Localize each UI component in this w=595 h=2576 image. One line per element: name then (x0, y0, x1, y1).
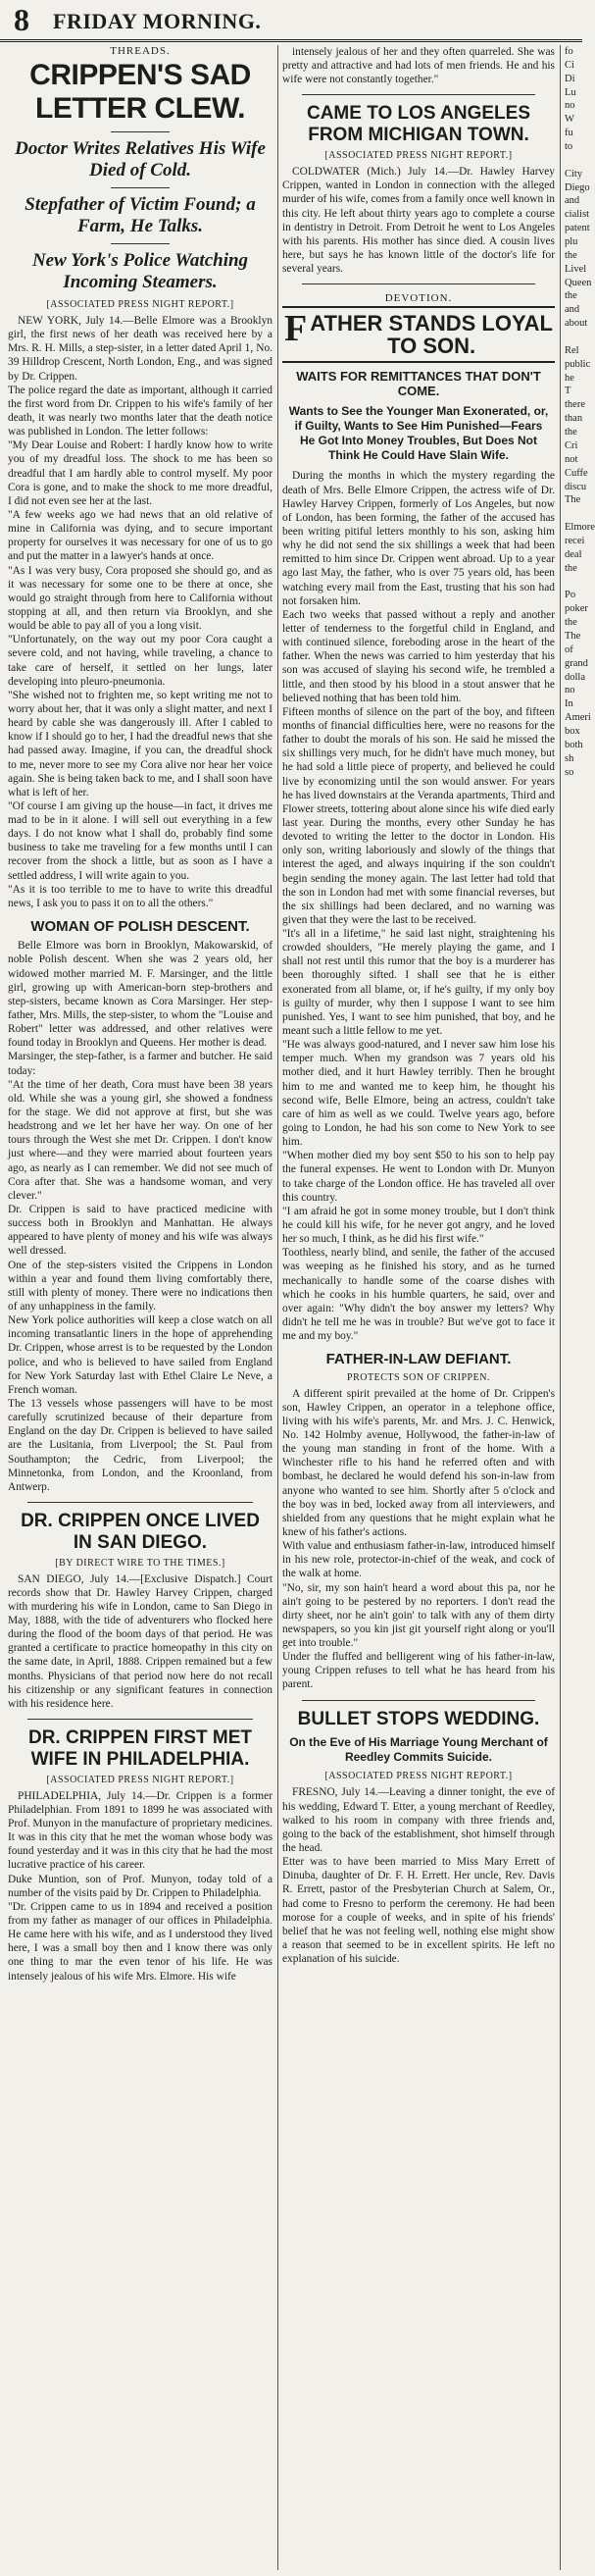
section-rule (27, 1502, 253, 1503)
article-headline: DR. CRIPPEN ONCE LIVED IN SAN DIEGO. (21, 1510, 260, 1553)
deck-1: Doctor Writes Relatives His Wife Died of Cold. (15, 138, 266, 180)
column-rule (560, 45, 561, 2570)
section-rule (302, 283, 535, 284)
page-masthead (0, 0, 582, 42)
section-rule (302, 1700, 535, 1701)
feature-headline-box (282, 306, 555, 363)
feature-subhead: WAITS FOR REMITTANCES THAT DON'T COME. (296, 369, 541, 399)
article-headline: BULLET STOPS WEDDING. (297, 1708, 540, 1729)
article-continuation: intensely jealous of her and they often quarreled. She was pretty and attractive and had lots of men friends. He and his wife were not constantly together." (282, 46, 555, 86)
main-headline-line-1: CRIPPEN'S SAD (29, 59, 251, 91)
deck-3: New York's Police Watching Incoming Steamers. (31, 250, 249, 292)
subheading-secondary: PROTECTS SON OF CRIPPEN. (347, 1371, 490, 1383)
article-headline: DR. CRIPPEN FIRST MET WIFE IN PHILADELPHIA. (27, 1727, 252, 1770)
column-right-fragment (565, 45, 595, 2570)
article-body: COLDWATER (Mich.) July 14.—Dr. Hawley Harvey Crippen, wanted in London in connection with the alleged murder of his wife, comes from a family once well known in this city. He left about thirty years ago to complete a course in dentistry in Detroit. From Detroit he went to Los Angeles with his parents. His mother has since died. A cousin lives here, but says he has known little of the doctor's life for several years. (282, 166, 555, 276)
column-rule (277, 45, 278, 2570)
divider (111, 243, 170, 244)
deck-2: Stepfather of Victim Found; a Farm, He Talks. (25, 194, 256, 236)
cropped-column-text: fo Ci Di Lu no W fu to City Diego and cialist patent plu the Livel Queen the and about Rel public he T there than the Cri not Cuffe discu The Elmore recei deal the Po poker the The of grand dolla no In Ameri box both sh so (565, 46, 595, 778)
wire-credit: [ASSOCIATED PRESS NIGHT REPORT.] (46, 1774, 234, 1785)
column-middle (282, 45, 555, 2570)
page-number: 8 (14, 2, 29, 37)
kicker: THREADS. (110, 45, 171, 57)
feature-headline-text: ATHER STANDS LOYAL TO SON. (310, 311, 553, 359)
column-left (8, 45, 273, 2570)
edition-title: FRIDAY MORNING. (53, 9, 262, 33)
article-body: Belle Elmore was born in Brooklyn, Makowarskid, of noble Polish descent. When she was 2 years old, her widowed mother married M. F. Marsinger, and the little girl, growing up with American-born step-brothers and step-sisters, became known as Cora Marsinger. Her step-father, Mrs. Mills, the step-sister, to whom the "Louise and Robert" letter was addressed, and other relatives were found today in Brooklyn and Queens. Her mother is dead. Marsinger, the step-father, is a farmer and butcher. He said today: "At the time of her death, Cora must have been 38 years old. While she was a young girl, she showed a fondness for the stage. We did not approve at first, but she was headstrong and we let her have her way. On one of her tours through the West she met Dr. Crippen. I don't know just where—and they were married about fourteen years ago, as nearly as I can remember. We did not see much of Cora after that. She was a handsome woman, and very clever." Dr. Crippen is said to have practiced medicine with success both in Brooklyn and Manhattan. He always appeared to have plenty of money and his wife was always well dressed. One of the step-sisters visited the Crippens in London within a year and found them living comfortably there, still with plenty of money. There were no indications then of any unhappiness in the family. New York police authorities will keep a close watch on all incoming transatlantic liners in the hope of apprehending Dr. Crippen, whose arrest is to be requested by the London police, and who is believed to have sailed from England for New York Saturday last with Ethel Claire Le Neve, a French woman. The 13 vessels whose passengers will have to be most carefully scrutinized because of their departure from England on the day Dr. Crippen is believed to have sailed are the Lusitania, from Liverpool; the St. Paul from Southampton; the Cedric, from Liverpool; the Minnetonka, from London, and the Kroonland, from Antwerp. (8, 940, 273, 1493)
feature-summary: Wants to See the Younger Man Exonerated, or, if Guilty, Wants to See Him Punished—Fears He Got Into Money Troubles, But Does Not Think He Could Have Slain Wife. (288, 404, 549, 463)
wire-credit: [ASSOCIATED PRESS NIGHT REPORT.] (324, 1771, 513, 1782)
subheading: WOMAN OF POLISH DESCENT. (30, 918, 250, 936)
article-headline: CAME TO LOS ANGELES FROM MICHIGAN TOWN. (306, 103, 531, 146)
wire-credit: [ASSOCIATED PRESS NIGHT REPORT.] (324, 150, 513, 162)
divider (111, 187, 170, 188)
section-rule (302, 94, 535, 95)
drop-cap: F (284, 308, 308, 350)
feature-headline (284, 308, 553, 359)
article-body: During the months in which the mystery regarding the death of Mrs. Belle Elmore Crippen, the actress wife of Dr. Hawley Harvey Crippen, formerly of Los Angeles, but now of London, has been forming, the father of the accused has been writing pitiful letters monthly to his son, asking him why he did not send the six shillings a week that had been remitted to him since Dr. Crippen went abroad. Up to a year ago last May, the father, who is over 75 years old, has been watching every mail from the East, trusting that his son had not forsaken him. Each two weeks that passed without a reply and another letter of tenderness to the forgetful child in England, and with continued silence, foreboding arose in the heart of the father. When the news was carried to him yesterday that his son was accused of slaying his second wife, he trembled a little, and then stood by his blood in a stout answer that he believed nothing that has been told him. Fifteen months of silence on the part of the boy, and fifteen months of financial difficulties here, were no reasons for the father to doubt the morals of his son. He said he missed the six shillings very much, for he didn't have much money, but he had sold a little piece of property, and believed he could live by economizing until the son would answer. For years he has lived downstairs at the Veranda apartments, Third and Flower streets, tottering about alone since his wife died early last year. During the months, every other Sunday he has devoted to writing the letter to the doctor in London. His only son, writing laboriously and slowly of the things that interest the aged, and always inquiring if the son couldn't begin sending the money again. The last letter had told that the son in London had met with some financial reverses, but the six shillings had been declared, and no warning was given that they were the last to be received. "It's all in a lifetime," he said last night, straightening his crowded shoulders, "He merely playing the game, and I shall not rest until this rumor that the boy is a murderer has been thoroughly sifted. I shall see that he is either exonerated from all blame, or, if he's guilty, if my only boy is guilty of murder, why then I suppose I want to see him punished. Yes, I want to see him punished, that boy, and he meant such a little fellow to me yet. "He was always good-natured, and I never saw him lose his temper much. When my grandson was 7 years old his mother died, and it hurt Hawley terribly. Then he brought him to me and wanted me to keep him, he thought his second wife, Belle Elmore, being an actress, couldn't take care of him as well as we could. Twelve years ago, before going to London, he had his son come to New York to see him. "When mother died my boy sent $50 to his son to help pay the funeral expenses. He went to London with Dr. Munyon to take charge of the London office. He has traveled all over this country. "I am afraid he got in some money trouble, but I don't think he could kill his wife, for he never got angry, and he loved her so much, I think, as he did his first wife." Toothless, nearly blind, and senile, the father of the accused was weeping as he finished his story, and as he turned mechanically to handle some of the coarse dishes with which he cooks in his humble quarters, he said, over and over again: "Why didn't the boy answer my letters? Why didn't he tell me he was in trouble? But we've got to face it me and my boy." (282, 470, 555, 1343)
divider (111, 131, 170, 132)
section-rule (27, 1719, 253, 1720)
kicker: DEVOTION. (384, 292, 453, 305)
article-body: FRESNO, July 14.—Leaving a dinner tonight, the eve of his wedding, Edward T. Etter, a young merchant of Reedley, walked to his room in company with three friends and, going to the back of the establishment, shot himself through the head. Etter was to have been married to Miss Mary Errett of Dinuba, daughter of Dr. F. H. Errett. Her uncle, Rev. Davis R. Errett, pastor of the Presbyterian Church at Salem, Or., had come to Fresno to perform the ceremony. He had been morose for a couple of weeks, and in spite of his friends' belief that he was not feeling well, nothing else might show a reason that seemed to be in excellent spirits. He left no explanation of his suicide. (282, 1786, 555, 1966)
subheading: FATHER-IN-LAW DEFIANT. (325, 1351, 512, 1368)
article-body: SAN DIEGO, July 14.—[Exclusive Dispatch.] Court records show that Dr. Hawley Harvey Crippen, charged with murdering his wife in London, came to San Diego in May, 1888, with the tide of adventurers who flocked here during the flood of the boom days of that period. He was granted a certificate to practice homeopathy in this city on the same date, in April, 1888. Crippen remained but a few months. Physicians of that period now here do not recall his citizenship or any significant features in connection with his residence here. (8, 1572, 273, 1710)
main-headline-line-2: LETTER CLEW. (35, 92, 245, 125)
article-body: NEW YORK, July 14.—Belle Elmore was a Brooklyn girl, the first news of her death was received here by a Mrs. R. H. Mills, a step-sister, in a letter dated April 1, No. 39 Hilldrop Crescent, North London, Eng., and was signed by Dr. Crippen. The police regard the date as important, although it carried the first word from Dr. Crippen to his wife's family of her death, it was nearly two months later that the death notice was published in London. The letter follows: "My Dear Louise and Robert: I hardly know how to write you of my dreadful loss. The shock to me has been so dreadful that I am hardly able to control myself. My poor Cora is gone, and to make the shock to me more dreadful, I did not even see her at the last. "A few weeks ago we had news that an old relative of mine in California was dying, and to secure important property for ourselves it was necessary for one of us to go and put the matter in a lawyer's hands at once. "As I was very busy, Cora proposed she should go, and as it was necessary for some one to be there at once, she would go straight through from here to California without stopping at all, and then return via Brooklyn, and she would be able to pay all of you a long visit. "Unfortunately, on the way out my poor Cora caught a severe cold, and not having, while traveling, a chance to take care of herself, it settled on her lungs, later developing into pleuro-pneumonia. "She wished not to frighten me, so kept writing me not to worry about her, that it was only a slight matter, and next I heard by cable she was dangerously ill. After I cabled to know if I should go to her, I had the dreadful news that she had passed away. Imagine, if you can, the dreadful shock to me, never more to see my Cora alive nor hear her voice again. She is being taken back to me, and I shall soon have what is left of her. "Of course I am giving up the house—in fact, it drives me mad to be in it alone. I will sell out everything in a few days. I do not know what I shall do, probably find some business to take me traveling for a few months until I can recover from the shock a little, but as soon as I have a settled address, I will write again to you. "As it is too terrible to me to have to write this dreadful news, I ask you to pass it on to all the others." (8, 315, 273, 909)
article-summary: On the Eve of His Marriage Young Merchant of Reedley Commits Suicide. (289, 1735, 548, 1765)
article-body: A different spirit prevailed at the home of Dr. Crippen's son, Hawley Crippen, an operator in a telephone office, living with his wife's parents, Mr. and Mrs. J. C. Henwick, No. 142 Holmby avenue, Hollywood, the father-in-law of the young man standing in front of the home. With a Winchester rifle to his hand he referred often and with bombast, he declared he would defend his son-in-law from anyone who wanted to see him. Shortly after 5 o'clock and the boy was in bed, locked away from all interviewers, and shielded from any questions that he might explain what he knew of his father's actions. With value and enthusiasm father-in-law, introduced himself in his new role, protector-in-chief of the weak, and cock of the walk at home. "No, sir, my son hain't heard a word about this pa, nor he ain't going to be pestered by no reporters. I don't read the dirty sheet, nor he ain't goin' to talk with any of them dirty newspapers, so you kin jist git yourself right along or you'll get into trouble." Under the fluffed and belligerent wing of his father-in-law, young Crippen refuses to tell what he has heard from his parent. (282, 1387, 555, 1691)
wire-credit: [BY DIRECT WIRE TO THE TIMES.] (55, 1557, 225, 1569)
wire-credit: [ASSOCIATED PRESS NIGHT REPORT.] (46, 299, 234, 310)
article-body: PHILADELPHIA, July 14.—Dr. Crippen is a former Philadelphian. From 1891 to 1899 he was associated with Prof. Munyon in the manufacture of proprietary medicines. It was in this city that he met the woman whose body was found yesterday and it was in this city that he had the most lucrative practice of his career. Duke Muntion, son of Prof. Munyon, today told of a number of the visits paid by Dr. Crippen to Philadelphia. "Dr. Crippen came to us in 1894 and received a position from my father as manager of our offices in Philadelphia. He came here with his wife, and as I understood they lived here, I was a small boy then and I know there was only one thing to mar the even tenor of his life. He was intensely jealous of his wife Mrs. Elmore. His wife (8, 1789, 273, 1983)
